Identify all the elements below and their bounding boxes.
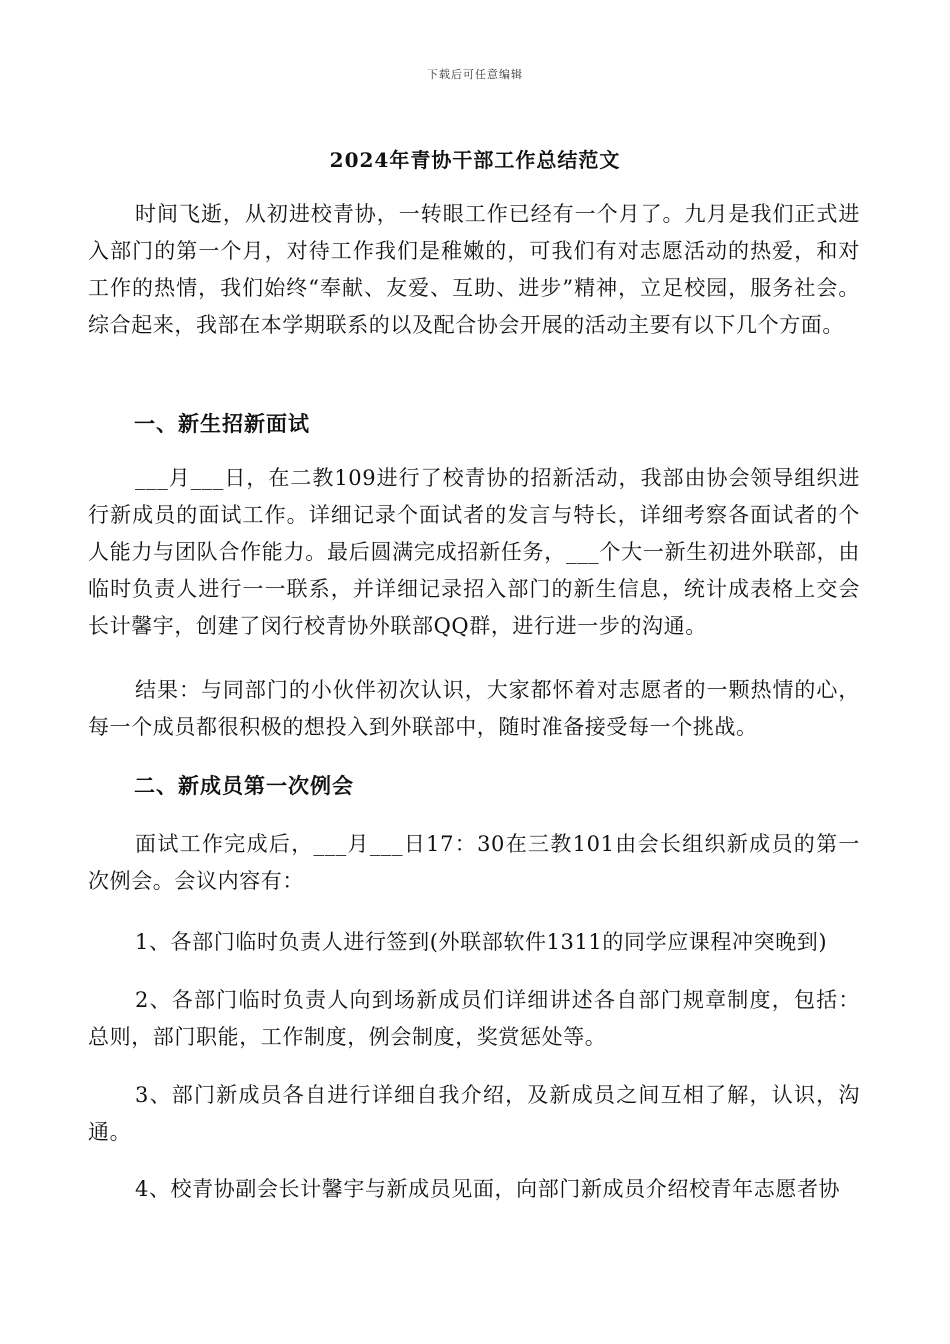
section-heading-2: 二、新成员第一次例会 [134,773,354,798]
section-heading-1: 一、新生招新面试 [134,411,310,436]
section1-paragraph: ___月___日，在二教109进行了校青协的招新活动，我部由协会领导组织进行新成员的面试工作。详细记录个面试者的发言与特长，详细考察各面试者的个人能力与团队合作能力。最后圆满完成招新任务，___个大一新生初进外联部，由临时负责人进行一一联系，并详细记录招入部门的新生信息，统计成表格上交会长计馨宇，创建了闵行校青协外联部QQ群，进行进一步的沟通。 [88,466,860,638]
list-item: 4、校青协副会长计馨宇与新成员见面，向部门新成员介绍校青年志愿者协 [135,1177,841,1201]
intro-paragraph: 时间飞逝，从初进校青协，一转眼工作已经有一个月了。九月是我们正式进入部门的第一个月，对待工作我们是稚嫩的，可我们有对志愿活动的热爱，和对工作的热情，我们始终“奉献、友爱、互助、进步”精神，立足校园，服务社会。综合起来，我部在本学期联系的以及配合协会开展的活动主要有以下几个方面。 [88,202,860,337]
list-item: 1、各部门临时负责人进行签到(外联部软件1311的同学应课程冲突晚到) [135,930,828,954]
list-item: 2、各部门临时负责人向到场新成员们详细讲述各自部门规章制度，包括：总则，部门职能，工作制度，例会制度，奖赏惩处等。 [88,988,860,1049]
document-title: 2024年青协干部工作总结范文 [329,148,621,172]
result-paragraph: 结果：与同部门的小伙伴初次认识，大家都怀着对志愿者的一颗热情的心，每一个成员都很积极的想投入到外联部中，随时准备接受每一个挑战。 [88,678,860,739]
list-item: 3、部门新成员各自进行详细自我介绍，及新成员之间互相了解，认识，沟通。 [88,1083,860,1144]
section2-intro-paragraph: 面试工作完成后，___月___日17：30在三教101由会长组织新成员的第一次例会。会议内容有： [88,832,860,893]
header-note: 下载后可任意编辑 [427,68,523,81]
